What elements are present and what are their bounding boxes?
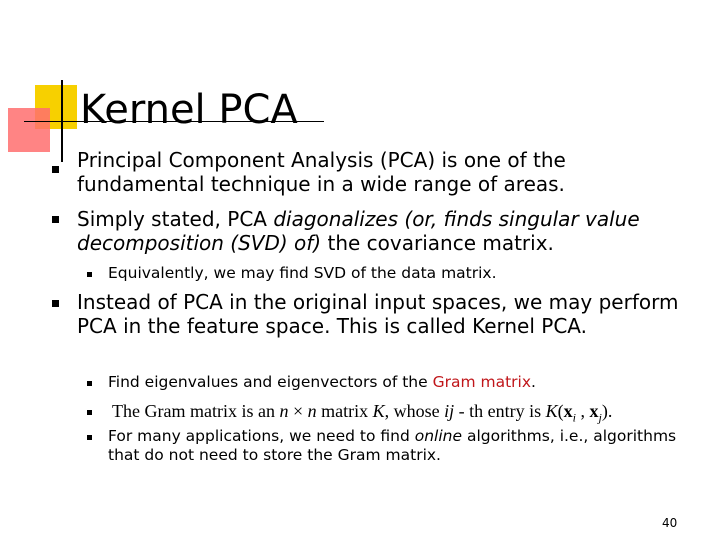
page-number: 40 bbox=[662, 516, 678, 530]
formula-times: × bbox=[288, 401, 308, 421]
formula-paren: ( bbox=[557, 401, 564, 421]
formula-text: matrix bbox=[316, 401, 373, 421]
formula-sub-i: i bbox=[572, 410, 576, 425]
bullet-2-text bbox=[77, 207, 687, 255]
sub-bullet-square-icon bbox=[87, 410, 92, 415]
gram-matrix-formula bbox=[112, 400, 712, 429]
online-italic: online bbox=[414, 427, 463, 445]
bullet-2-pre: Simply stated, PCA bbox=[77, 207, 274, 231]
bullet-3-sub-1-post: . bbox=[531, 373, 536, 391]
gram-matrix-highlight: Gram matrix bbox=[432, 373, 532, 391]
formula-text: , whose bbox=[384, 401, 445, 421]
bullet-3-sub-3-pre: For many applications, we need to find bbox=[108, 427, 415, 445]
sub-bullet-square-icon bbox=[87, 381, 92, 386]
bullet-square-icon bbox=[52, 300, 59, 307]
sub-bullet-square-icon bbox=[87, 272, 92, 277]
red-square-decoration bbox=[8, 108, 50, 152]
bullet-2-italic: diagonalizes (or, finds singular value decomposition (SVD) of) bbox=[77, 207, 640, 255]
bullet-3-sub-1-text bbox=[108, 373, 693, 392]
formula-x: x bbox=[563, 401, 573, 421]
slide-title: Kernel PCA bbox=[80, 87, 298, 133]
bullet-3-sub-3-text bbox=[108, 427, 693, 465]
formula-x: x bbox=[589, 401, 599, 421]
formula-n: n bbox=[307, 401, 317, 421]
formula-K: K bbox=[545, 401, 558, 421]
bullet-square-icon bbox=[52, 166, 59, 173]
bullet-2-sub-1-text: Equivalently, we may find SVD of the data matrix. bbox=[108, 264, 497, 282]
formula-paren: ). bbox=[601, 401, 613, 421]
bullet-3-sub-1-pre: Find eigenvalues and eigenvectors of the bbox=[108, 373, 433, 391]
bullet-square-icon bbox=[52, 216, 59, 223]
formula-n: n bbox=[279, 401, 289, 421]
formula-ij: ij bbox=[444, 401, 455, 421]
slide-logo-decoration bbox=[0, 0, 100, 160]
bullet-3-sub-3-post: algorithms, i.e., algorithms that do not need to store the Gram matrix. bbox=[108, 427, 677, 464]
bullet-2-post: the covariance matrix. bbox=[321, 231, 554, 255]
formula-text: - th entry is bbox=[454, 401, 546, 421]
bullet-3-text: Instead of PCA in the original input spaces, we may perform PCA in the feature space. This is called Kernel PCA. bbox=[77, 290, 679, 338]
bullet-1-text: Principal Component Analysis (PCA) is one of the fundamental technique in a wide range of areas. bbox=[77, 148, 566, 196]
formula-sub-j: j bbox=[598, 410, 602, 425]
formula-comma: , bbox=[576, 401, 590, 421]
formula-text: The Gram matrix is an bbox=[112, 401, 280, 421]
formula-K: K bbox=[372, 401, 385, 421]
sub-bullet-square-icon bbox=[87, 435, 92, 440]
